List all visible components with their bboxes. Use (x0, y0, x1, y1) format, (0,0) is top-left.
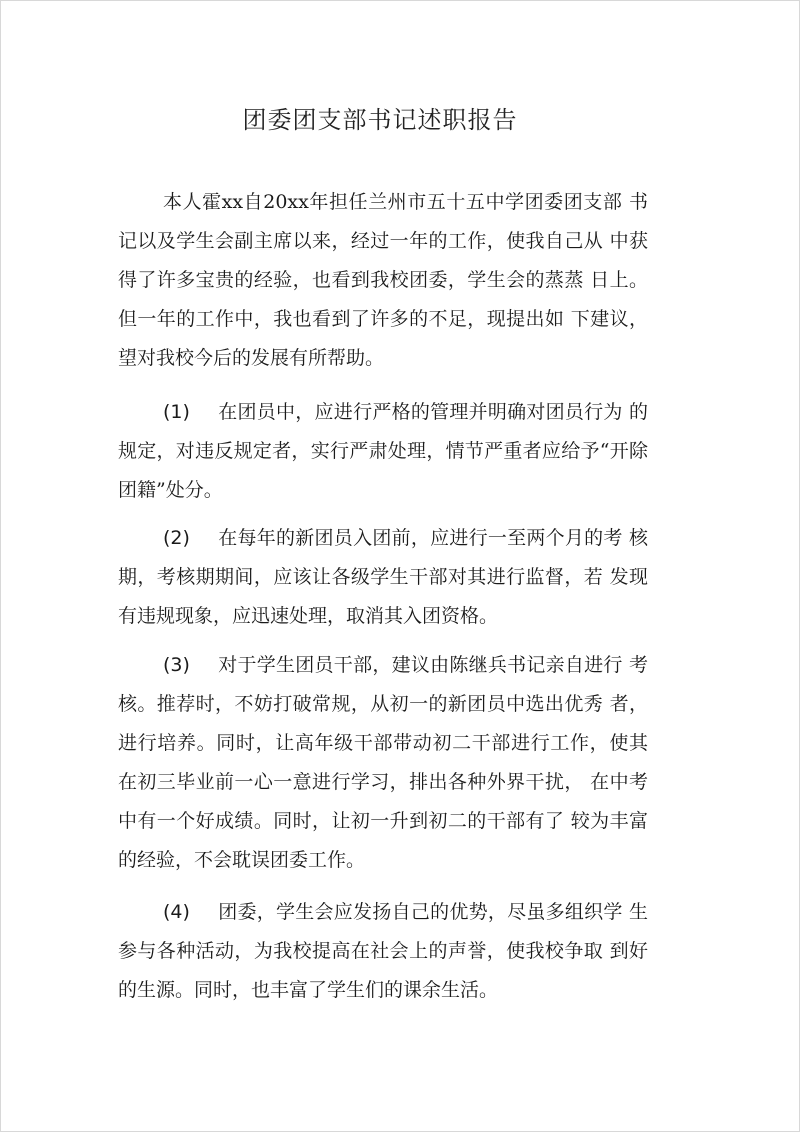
suggestion-item-4 (118, 893, 648, 1010)
item-number: (2) (163, 527, 190, 549)
item-text: 团委，学生会应发扬自己的优势，尽虽多组织学 生参与各种活动，为我校提高在社会上的声誉，使我校争取 到好的生源。同时，也丰富了学生们的课余生活。 (118, 901, 648, 1001)
item-number: (4) (163, 901, 190, 923)
suggestion-item-3 (118, 646, 648, 880)
suggestion-item-2 (118, 519, 648, 636)
intro-paragraph: 本人霍xx自20xx年担任兰州市五十五中学团委团支部 书记以及学生会副主席以来，经过一年的工作，使我自己从 中获得了许多宝贵的经验，也看到我校团委，学生会的蒸蒸 日上。但一年的工作中，我也看到了许多的不足，现提出如 下建议，望对我校今后的发展有所帮助。 (118, 191, 648, 369)
document-title: 团委团支部书记述职报告 (242, 106, 518, 134)
item-text: 在团员中，应进行严格的管理并明确对团员行为 的规定，对违反规定者，实行严肃处理，情节严重者应给予“开除团籍”处分。 (118, 401, 648, 501)
item-number: (3) (163, 654, 190, 676)
item-text: 在每年的新团员入团前，应进行一至两个月的考 核期，考核期期间，应该让各级学生干部对其进行监督，若 发现有违规现象，应迅速处理，取消其入团资格。 (118, 527, 648, 627)
suggestion-item-1 (118, 393, 648, 510)
item-text: 对于学生团员干部，建议由陈继兵书记亲自进行 考核。推荐时，不妨打破常规，从初一的新团员中选出优秀 者，进行培养。同时，让高年级干部带动初二干部进行工作，使其在初三毕业前一心一意进行学习，排出各种外界干扰， 在中考中有一个好成绩。同时，让初一升到初二的干部有了 较为丰富的经验，不会耽误团委工作。 (118, 654, 648, 871)
item-number: (1) (163, 401, 190, 423)
